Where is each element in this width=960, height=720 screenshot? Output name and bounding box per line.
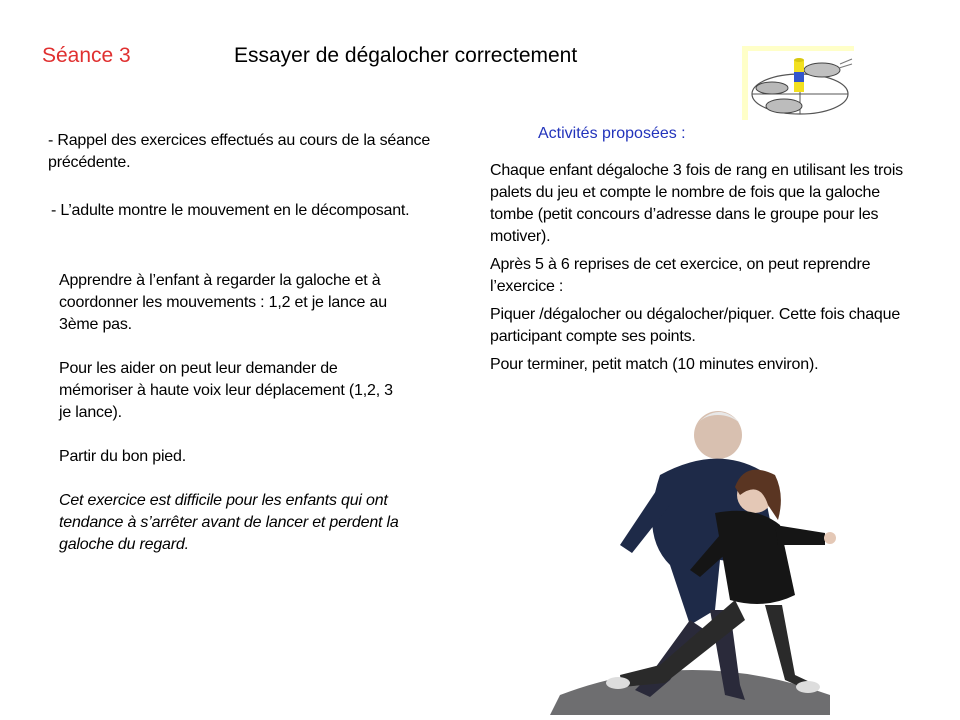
memorize-paragraph: Pour les aider on peut leur demander de mémoriser à haute voix leur déplacement (1,2, 3 je lance). <box>59 360 393 421</box>
foot-paragraph: Partir du bon pied. <box>59 448 186 465</box>
recall-item: - Rappel des exercices effectués au cours de la séance précédente. <box>48 132 431 171</box>
activities-heading: Activités proposées : <box>538 125 686 142</box>
activity-paragraph-1: Chaque enfant dégaloche 3 fois de rang en utilisant les trois palets du jeu et compte le nombre de fois que la galoche tombe (petit concours d’adresse dans le groupe pour les motiver). <box>490 162 903 245</box>
difficulty-paragraph: Cet exercice est difficile pour les enfants qui ont tendance à s’arrêter avant de lancer et perdent la galoche du regard. <box>59 492 399 553</box>
seance-number: Séance 3 <box>42 44 131 67</box>
adult-and-child-throwing-photo <box>540 395 840 715</box>
demo-item: - L’adulte montre le mouvement en le décomposant. <box>51 202 410 219</box>
activities-block <box>490 160 920 382</box>
galoche-palets-icon <box>742 46 854 120</box>
activity-paragraph-4: Pour terminer, petit match (10 minutes environ). <box>490 356 819 373</box>
learn-paragraph: Apprendre à l’enfant à regarder la galoche et à coordonner les mouvements : 1,2 et je lance au 3ème pas. <box>59 272 387 333</box>
instructions-block <box>59 270 409 578</box>
page-title: Essayer de dégalocher correctement <box>234 44 578 67</box>
activity-paragraph-2: Après 5 à 6 reprises de cet exercice, on peut reprendre l’exercice : <box>490 256 871 295</box>
activity-paragraph-3: Piquer /dégalocher ou dégalocher/piquer. Cette fois chaque participant compte ses points. <box>490 306 901 345</box>
